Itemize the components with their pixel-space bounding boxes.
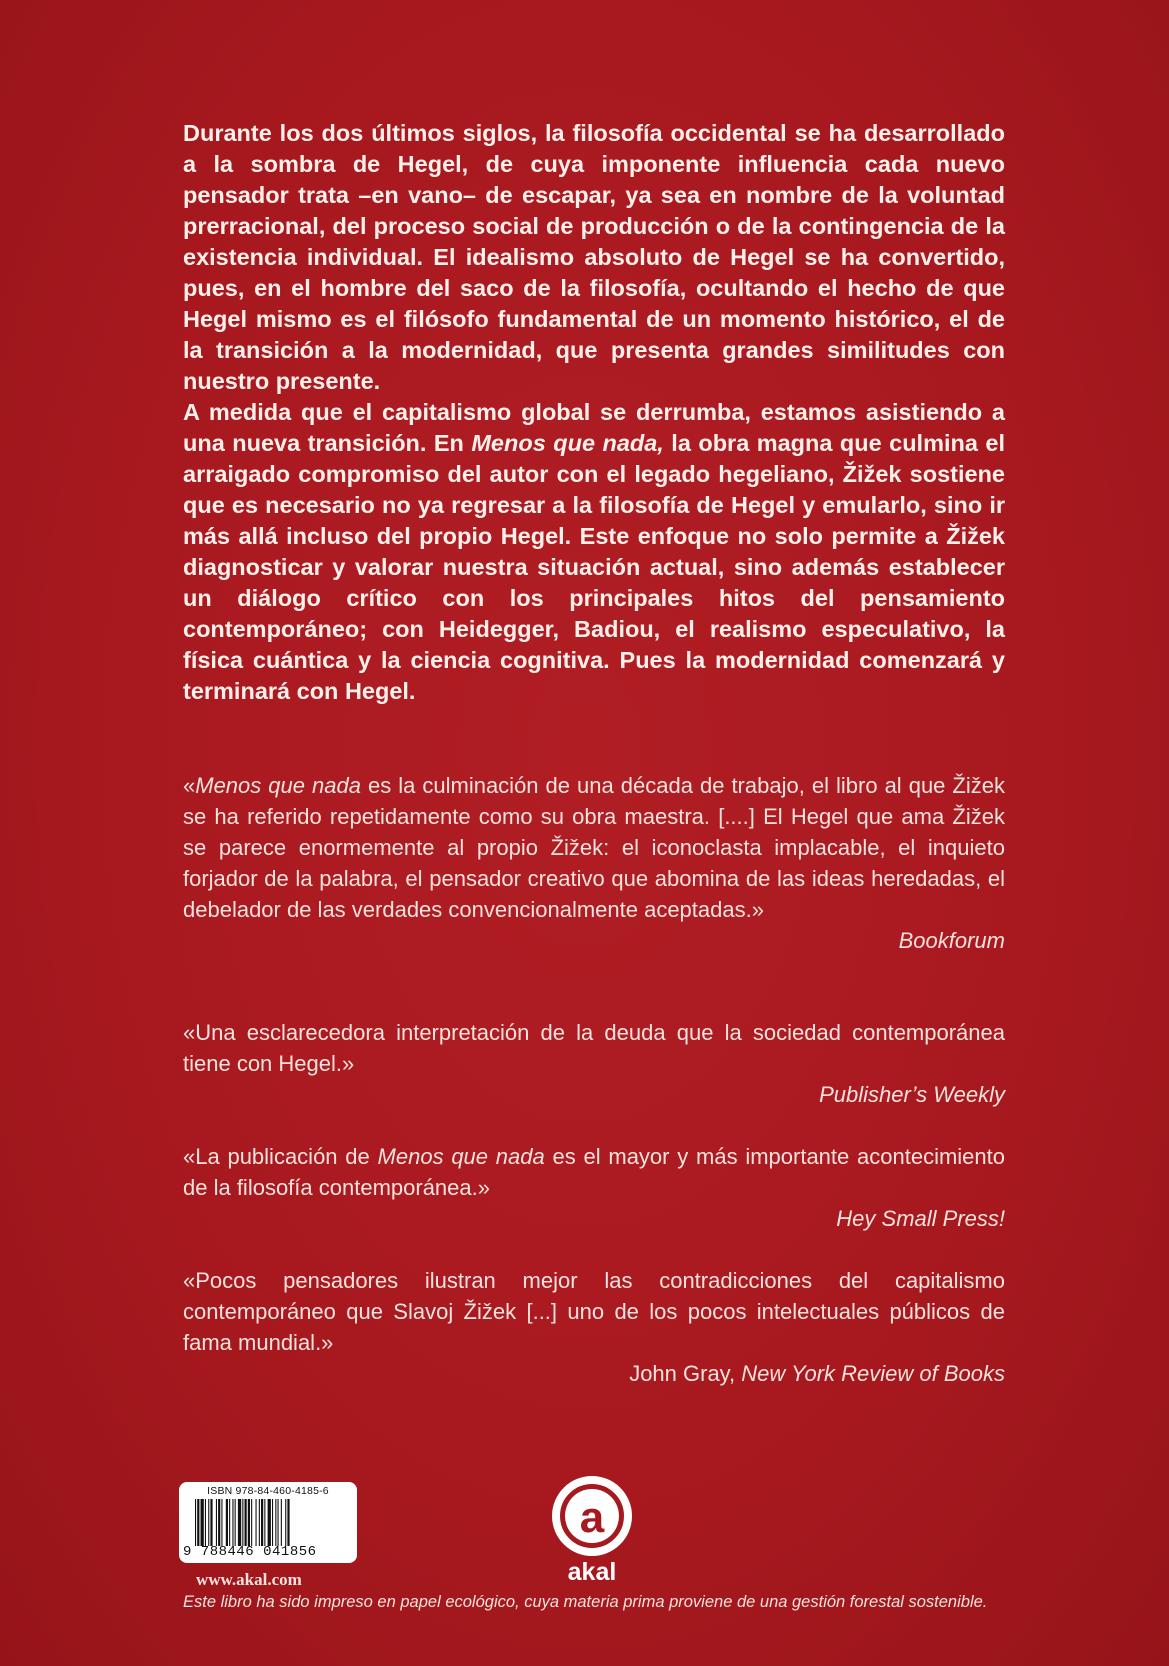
barcode-bar [201, 1499, 204, 1546]
barcode-bar [197, 1499, 199, 1546]
barcode-bar [275, 1499, 276, 1546]
blurb-paragraph-1: Durante los dos últimos siglos, la filosofía occidental se ha desarrollado a la sombra de Hegel, de cuya imponente influencia cada nuevo pensador trata –en vano– de escapar, ya sea en nombre de la voluntad prerracional, del proceso social de producción o de la contingencia de la existencia individual. El idealismo absoluto de Hegel se ha convertido, pues, en el hombre del saco de la filosofía, ocultando el hecho de que Hegel mismo es el filósofo fundamental de un momento histórico, el de la transición a la modernidad, que presenta grandes similitudes con nuestro presente. [183, 120, 1005, 394]
quote-open-mark: « [183, 773, 196, 798]
book-title-mention: Menos que nada [377, 1144, 545, 1169]
barcode-bar [238, 1499, 241, 1546]
barcode-label [179, 1482, 357, 1563]
isbn-text: ISBN 978-84-460-4185-6 [207, 1485, 329, 1497]
svg-text:a: a [579, 1493, 605, 1542]
barcode-bar [256, 1499, 257, 1546]
barcode-bar [210, 1499, 212, 1546]
quote-text [183, 1141, 1005, 1203]
barcode-bar [208, 1499, 209, 1546]
press-quote-john-gray [183, 1265, 1005, 1389]
barcode-bar [242, 1499, 243, 1546]
barcode-bar [229, 1499, 230, 1546]
quote-body-start: «La publicación de [183, 1144, 378, 1169]
quote-source: Publisher’s Weekly [819, 1082, 1005, 1107]
book-blurb [183, 118, 1005, 707]
barcode-bar [278, 1499, 279, 1546]
barcode-bar [261, 1499, 263, 1546]
quote-source-author: John Gray, [629, 1361, 742, 1386]
barcode-bar [268, 1499, 271, 1546]
barcode-digits: 9 788446 041856 [183, 1544, 317, 1560]
barcode-bar [218, 1499, 220, 1546]
barcode-bar [285, 1499, 286, 1546]
press-quote-hey-small-press [183, 1141, 1005, 1234]
publisher-website: www.akal.com [196, 1570, 302, 1589]
quote-source: Bookforum [898, 928, 1005, 953]
barcode-bar [195, 1499, 196, 1546]
barcode-bar [205, 1499, 206, 1546]
barcode-bar [272, 1499, 273, 1546]
barcode-bar [281, 1499, 282, 1546]
barcode-bar [251, 1499, 252, 1546]
barcode-bar [221, 1499, 222, 1546]
barcode-bar [287, 1499, 289, 1546]
barcode-bar [245, 1499, 247, 1546]
barcode-bars [195, 1499, 347, 1546]
barcode-bar [264, 1499, 265, 1546]
quote-source [183, 1358, 1005, 1389]
barcode-bar [259, 1499, 260, 1546]
quote-body: es la culminación de una década de trabajo, el libro al que Žižek se ha referido repetidamente como su obra maestra. [....] El Hegel que ama Žižek se parece enormemente al propio Žižek: el iconoclasta implacable, el inquieto forjador de la palabra, el pensador creativo que abomina de las ideas heredadas, el debelador de las verdades convencionalmente aceptadas.» [183, 773, 1005, 922]
quote-body-end: es el mayor y más importante acontecimiento de la filosofía contemporánea.» [183, 1144, 1005, 1200]
barcode-bar [226, 1499, 228, 1546]
barcode-bar [248, 1499, 250, 1546]
barcode-bar [216, 1499, 217, 1546]
quote-source: Hey Small Press! [836, 1206, 1005, 1231]
blurb-paragraph-2 [183, 397, 1005, 707]
book-title-mention: Menos que nada, [471, 430, 664, 456]
barcode-bar [232, 1499, 233, 1546]
press-quote-bookforum [183, 770, 1005, 956]
quote-source-publication: New York Review of Books [741, 1361, 1005, 1386]
barcode-bar [235, 1499, 236, 1546]
press-quote-publishers-weekly [183, 1017, 1005, 1110]
blurb-paragraph-2-end: la obra magna que culmina el arraigado compromiso del autor con el legado hegeliano, Žižek sostiene que es necesario no ya regresar a la filosofía de Hegel y emularlo, sino ir más allá incluso del propio Hegel. Este enfoque no solo permite a Žižek diagnosticar y valorar nuestra situación actual, sino además establecer un diálogo crítico con los principales hitos del pensamiento contemporáneo; con Heidegger, Badiou, el realismo especulativo, la física cuántica y la ciencia cognitiva. Pues la modernidad comenzará y terminará con Hegel. [183, 430, 1005, 704]
logo-wordmark: akal [567, 1558, 617, 1584]
quote-text: «Una esclarecedora interpretación de la deuda que la sociedad contemporánea tiene con Hegel.» [183, 1020, 1005, 1076]
book-title-mention: Menos que nada [195, 773, 361, 798]
quote-text: «Pocos pensadores ilustran mejor las contradicciones del capitalismo contemporáneo que Slavoj Žižek [...] uno de los pocos intelectuales públicos de fama mundial.» [183, 1268, 1005, 1355]
akal-logo-icon [544, 1474, 640, 1584]
blurb-paragraph-2-start: A medida que el capitalismo global se derrumba, estamos asistiendo a una nueva transición. En [183, 399, 1005, 456]
quote-text [183, 770, 1005, 925]
eco-paper-note: Este libro ha sido impreso en papel ecológico, cuya materia prima proviene de una gestión forestal sostenible. [183, 1593, 988, 1611]
